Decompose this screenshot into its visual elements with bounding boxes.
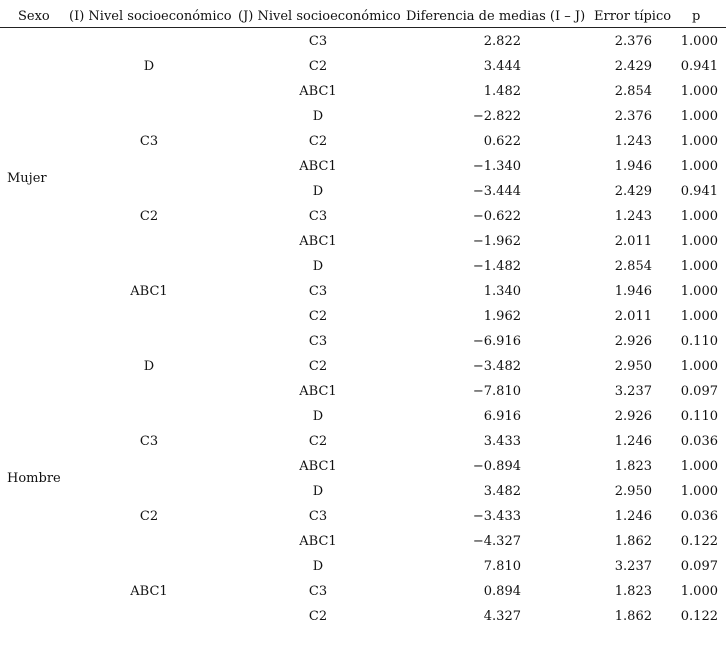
nivel-j-cell: D [312, 259, 324, 274]
nivel-j-cell: C3 [308, 584, 328, 599]
p-value-cell: 1.000 [680, 309, 718, 324]
error-cell: 1.243 [614, 134, 652, 149]
nivel-i-label: ABC1 [130, 284, 168, 299]
table-row [0, 555, 726, 580]
table-row [0, 205, 726, 230]
sexo-label: Mujer [7, 171, 47, 186]
table-row [0, 155, 726, 180]
nivel-i-label: C3 [139, 434, 159, 449]
table-row [0, 530, 726, 555]
nivel-j-cell: C2 [308, 134, 328, 149]
error-cell: 2.854 [614, 259, 652, 274]
nivel-j-cell: C2 [308, 359, 328, 374]
p-value-cell: 1.000 [680, 284, 718, 299]
diferencia-cell: 3.482 [483, 484, 521, 499]
diferencia-cell: −0.894 [472, 459, 521, 474]
error-cell: 2.429 [614, 59, 652, 74]
nivel-j-cell: D [312, 109, 324, 124]
nivel-j-cell: C2 [308, 609, 328, 624]
error-cell: 1.246 [614, 509, 652, 524]
nivel-j-cell: D [312, 559, 324, 574]
table-row [0, 305, 726, 330]
error-cell: 2.950 [614, 484, 652, 499]
nivel-j-cell: D [312, 184, 324, 199]
nivel-i-label: D [143, 359, 155, 374]
p-value-cell: 0.122 [680, 609, 718, 624]
error-cell: 1.246 [614, 434, 652, 449]
table-row [0, 430, 726, 455]
table-row [0, 55, 726, 80]
nivel-j-cell: D [312, 409, 324, 424]
nivel-i-label: D [143, 59, 155, 74]
diferencia-cell: −3.444 [472, 184, 521, 199]
header-nivel-i: (I) Nivel socioeconómico [69, 9, 232, 24]
diferencia-cell: −3.433 [472, 509, 521, 524]
error-cell: 1.946 [614, 159, 652, 174]
p-value-cell: 1.000 [680, 34, 718, 49]
diferencia-cell: −1.482 [472, 259, 521, 274]
table-row [0, 80, 726, 105]
nivel-j-cell: ABC1 [299, 159, 337, 174]
table-row [0, 330, 726, 355]
p-value-cell: 0.122 [680, 534, 718, 549]
table-row [0, 405, 726, 430]
error-cell: 2.011 [614, 309, 652, 324]
header-diferencia: Diferencia de medias (I – J) [406, 9, 586, 24]
table-row [0, 455, 726, 480]
p-value-cell: 0.097 [680, 559, 718, 574]
diferencia-cell: −7.810 [472, 384, 521, 399]
diferencia-cell: 2.822 [483, 34, 521, 49]
nivel-i-label: C2 [139, 209, 159, 224]
table-row [0, 355, 726, 380]
table-row [0, 505, 726, 530]
nivel-j-cell: ABC1 [299, 534, 337, 549]
table-row [0, 180, 726, 205]
nivel-j-cell: D [312, 484, 324, 499]
error-cell: 2.011 [614, 234, 652, 249]
p-value-cell: 0.941 [680, 184, 718, 199]
diferencia-cell: −1.962 [472, 234, 521, 249]
error-cell: 1.823 [614, 459, 652, 474]
diferencia-cell: 1.482 [483, 84, 521, 99]
p-value-cell: 0.941 [680, 59, 718, 74]
sexo-label: Hombre [7, 471, 61, 486]
error-cell: 1.823 [614, 584, 652, 599]
error-cell: 1.862 [614, 534, 652, 549]
diferencia-cell: 1.962 [483, 309, 521, 324]
diferencia-cell: −4.327 [472, 534, 521, 549]
p-value-cell: 1.000 [680, 209, 718, 224]
diferencia-cell: −6.916 [472, 334, 521, 349]
error-cell: 2.926 [614, 409, 652, 424]
nivel-j-cell: C3 [308, 509, 328, 524]
nivel-j-cell: C2 [308, 309, 328, 324]
table-row [0, 580, 726, 605]
p-value-cell: 1.000 [680, 584, 718, 599]
diferencia-cell: 4.327 [483, 609, 521, 624]
table-row [0, 280, 726, 305]
p-value-cell: 1.000 [680, 159, 718, 174]
error-cell: 2.376 [614, 34, 652, 49]
diferencia-cell: −3.482 [472, 359, 521, 374]
diferencia-cell: 1.340 [483, 284, 521, 299]
header-nivel-j: (J) Nivel socioeconómico [238, 9, 401, 24]
error-cell: 1.862 [614, 609, 652, 624]
header-sexo: Sexo [18, 9, 50, 24]
table-row [0, 105, 726, 130]
diferencia-cell: −2.822 [472, 109, 521, 124]
nivel-j-cell: ABC1 [299, 84, 337, 99]
table-header [0, 0, 726, 28]
diferencia-cell: 7.810 [483, 559, 521, 574]
p-value-cell: 1.000 [680, 234, 718, 249]
table-row [0, 230, 726, 255]
diferencia-cell: 0.622 [483, 134, 521, 149]
p-value-cell: 0.036 [680, 434, 718, 449]
diferencia-cell: −1.340 [472, 159, 521, 174]
p-value-cell: 0.110 [680, 409, 718, 424]
header-p: p [692, 9, 701, 24]
nivel-j-cell: C3 [308, 334, 328, 349]
table-row [0, 30, 726, 55]
p-value-cell: 1.000 [680, 359, 718, 374]
nivel-j-cell: C3 [308, 284, 328, 299]
error-cell: 2.376 [614, 109, 652, 124]
table-row [0, 380, 726, 405]
p-value-cell: 1.000 [680, 84, 718, 99]
error-cell: 2.854 [614, 84, 652, 99]
diferencia-cell: 6.916 [483, 409, 521, 424]
table-row [0, 480, 726, 505]
nivel-j-cell: C2 [308, 434, 328, 449]
table-row [0, 130, 726, 155]
p-value-cell: 1.000 [680, 134, 718, 149]
error-cell: 3.237 [614, 559, 652, 574]
p-value-cell: 0.097 [680, 384, 718, 399]
p-value-cell: 0.110 [680, 334, 718, 349]
diferencia-cell: −0.622 [472, 209, 521, 224]
nivel-j-cell: ABC1 [299, 234, 337, 249]
error-cell: 2.429 [614, 184, 652, 199]
table-row [0, 255, 726, 280]
p-value-cell: 1.000 [680, 259, 718, 274]
table-row [0, 605, 726, 630]
nivel-i-label: ABC1 [130, 584, 168, 599]
diferencia-cell: 0.894 [483, 584, 521, 599]
nivel-j-cell: ABC1 [299, 384, 337, 399]
diferencia-cell: 3.433 [483, 434, 521, 449]
nivel-j-cell: ABC1 [299, 459, 337, 474]
nivel-j-cell: C2 [308, 59, 328, 74]
nivel-i-label: C3 [139, 134, 159, 149]
nivel-j-cell: C3 [308, 34, 328, 49]
nivel-j-cell: C3 [308, 209, 328, 224]
p-value-cell: 0.036 [680, 509, 718, 524]
p-value-cell: 1.000 [680, 109, 718, 124]
header-error: Error típico [594, 9, 672, 24]
error-cell: 1.243 [614, 209, 652, 224]
p-value-cell: 1.000 [680, 484, 718, 499]
p-value-cell: 1.000 [680, 459, 718, 474]
error-cell: 1.946 [614, 284, 652, 299]
nivel-i-label: C2 [139, 509, 159, 524]
error-cell: 2.950 [614, 359, 652, 374]
error-cell: 3.237 [614, 384, 652, 399]
error-cell: 2.926 [614, 334, 652, 349]
diferencia-cell: 3.444 [483, 59, 521, 74]
